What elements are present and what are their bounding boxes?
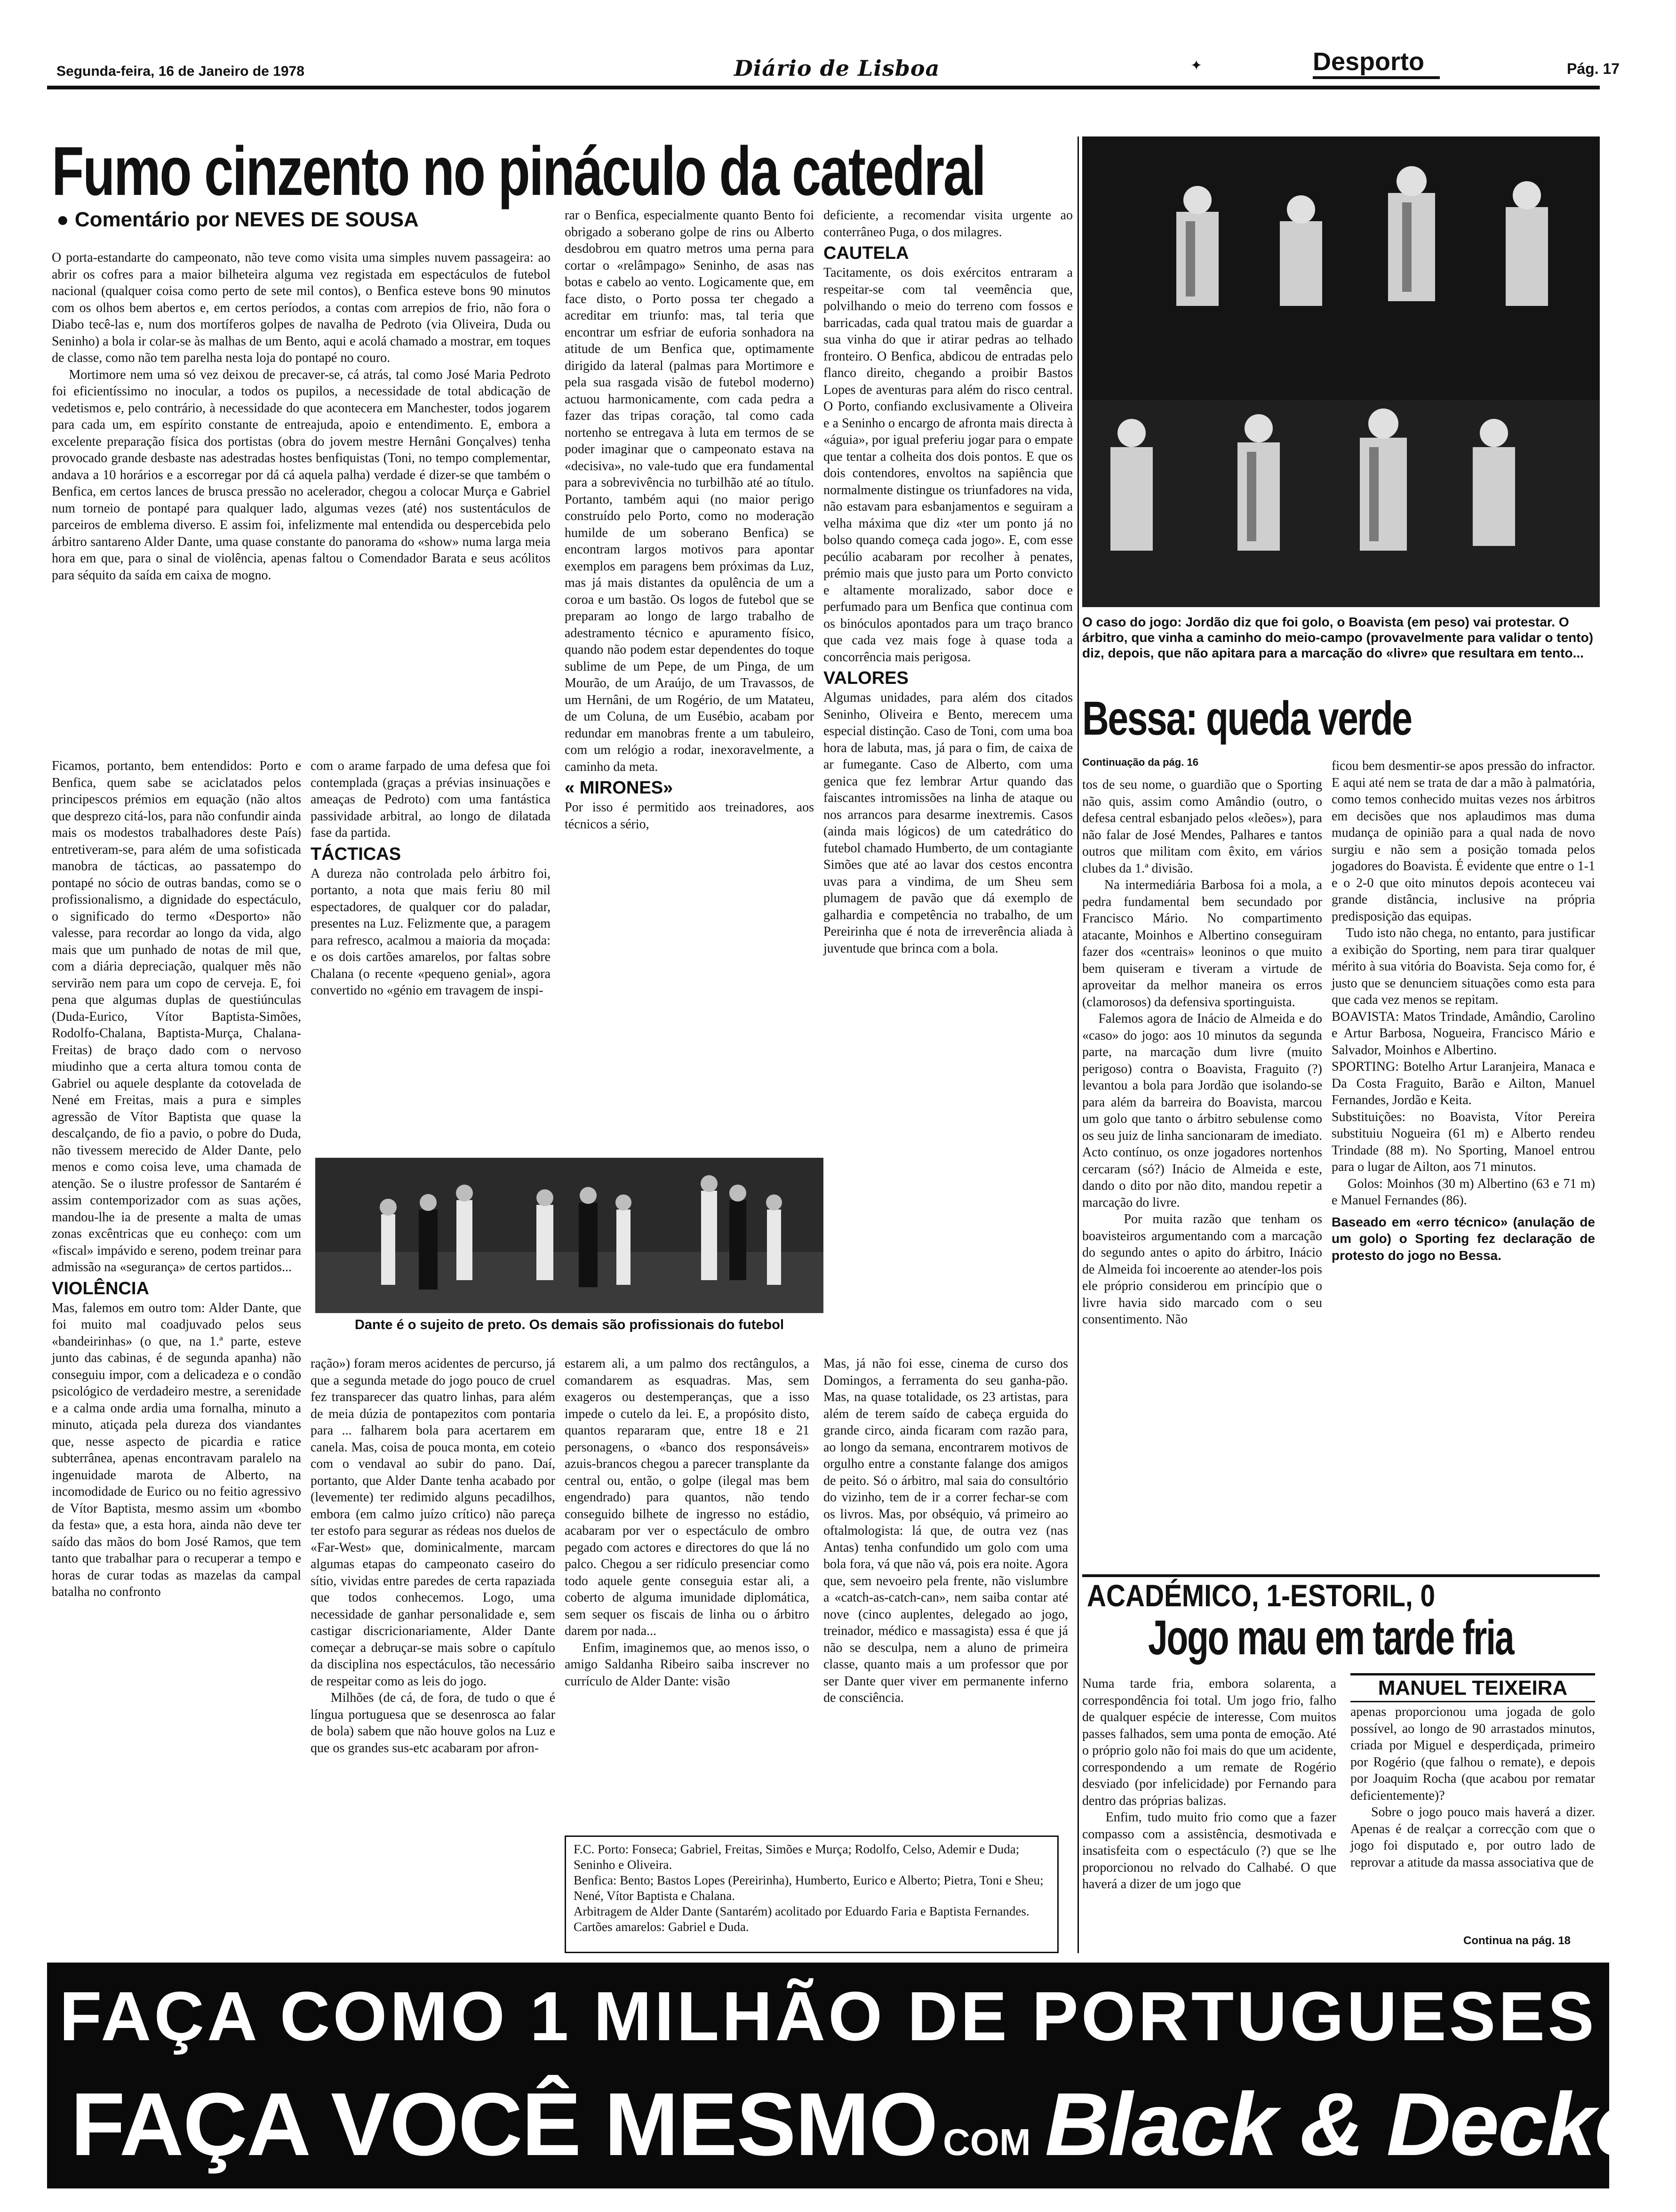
bessa-substitutions: Substituições: no Boavista, Vítor Pereira substituiu Nogueira (61 m) e Alberto rendeu Trindade (88 m). No Sporting, Manoel entrou para o lugar de Ailton, aos 71 minutos. Golos: Moinhos (30 m) Albertino (63 e 71 m) e Manuel Fernandes (86).: [1332, 1109, 1595, 1208]
bessa-colb-text: ficou bem desmentir-se apos pressão do infractor. E aqui até nem se trata de dar a mão à palmatória, como temos conhecido muitas vezes nos árbitros em decisões que nos aplaudimos mas duma mudança de opinião para a qual nada de novo surgiu e não sem a posição tomada pelos jogadores do Boavista. É evidente que entre o 1-1 e o 2-0 que oito minutos depois aconteceu vai grande distância, inclusive na própria predisposição das equipas. Tudo isto não chega, no entanto, para justificar a exibição do Sporting, nem para tirar qualquer mérito à sua vitória do Boavista. Seja como for, é justo que se denunciem situações como esta para que cada vez menos se repitam.: [1332, 759, 1595, 1007]
bessa-column-a: tos de seu nome, o guardião que o Sporting não quis, assim como Amândio (outro, o defesa central esbanjado pelos «leões»), para não falar de José Mendes, Palhares e tantos outros que militam com êxito, em vários clubes da 1.ª divisão. Na intermediária Barbosa foi a mola, a pedra fundamental bem secundado por Francisco Mário. No compartimento atacante, Moinhos e Albertino conseguiram fazer dos «centrais» leoninos o que muito bem quiseram e tiveram a virtude de aproveitar da melhor maneira os erros (clamorosos) da defensiva sportinguista. Falemos agora de Inácio de Almeida e do «caso» do jogo: aos 10 minutos da segunda parte, na marcação dum livre (muito perigoso) contra o Boavista, Fraguito (?) levantou a bola para Jordão que isolando-se para além da barreira do Boavista, marcou um golo que tanto o árbitro sebulense como os seu juiz de linha sancionaram de imediato. Acto contínuo, os onze jogadores nortenhos cercaram (só?) Inácio de Almeida e este, dando o dito por não dito, mandou repetir a marcação do livre. Por muita razão que tenham os boavisteiros argumentando com a marcação do segundo antes o apito do árbitro, Inácio de Almeida foi incoerente ao atender-los pois ele próprio considerou em princípio que o livre havia sido marcado com o seu consentimento. Não: [1082, 777, 1323, 1327]
page-number: Pág. 17: [1567, 60, 1620, 77]
bullet-icon: ●: [56, 208, 69, 231]
column-4: [823, 207, 1076, 1167]
column-2-lower: ração») foram meros acidentes de percurso, já que a segunda metade do jogo pouco de cruel fez transparecer das quatro linhas, para além de meia dúzia de pontapezitos com pontaria para ... falharem bola para acertarem em canela. Mas, coisa de pouca monta, em coteio com o vendaval ao subir do pano. Daí, portanto, que Alder Dante tenha acabado por (levemente) ter redimido alguns pecadilhos, embora (em calmo juízo crítico) não pareça ter estofo para segurar as rédeas nos duelos de «Far-West» que, dominicalmente, marcam algumas etapas do campeonato caseiro do sítio, vividas entre paredes de certa rapaziada que todos conhecemos. Logo, uma necessidade de ganhar personalidade e, sem castigar discricionariamente, Alder Dante começar a debruçar-se mais sobre o capítulo da disciplina nos espectáculos, tão necessário de respeitar como as leis do jogo. Milhões (de cá, de fora, de tudo o que é língua portuguesa que se desenrosca ao falar de bola) sabem que não houve golos na Luz e que os grandes sus-etc acabaram por afron-: [311, 1356, 556, 1755]
match-photo-caption: Dante é o sujeito de preto. Os demais são profissionais do futebol: [354, 1317, 784, 1332]
subhead-cautela: CAUTELA: [823, 243, 909, 263]
bessa-lineup-sporting: SPORTING: Botelho Artur Laranjeira, Manaca e Da Costa Fraguito, Barão e Ailton, Manuel Fernandes, Jordão e Keita.: [1332, 1059, 1598, 1107]
lead-paragraph: O porta-estandarte do campeonato, não teve como visita uma simples nuvem passageira: ao abrir os cofres para a maior bilheteira alguma vez registada em espectáculos de futebol nacional (qualquer coisa como perto de sete mil contos), o Benfica esteve bons 90 minutos com os olhos bem abertos e, em certos períodos, a contas com arrepios de frio, não fora o Diabo tecê-las e, num dos mortíferos golpes de navalha de Pedroto (via Oliveira, Duda ou Seninho) a bola ir colar-se às malhas de um Bento, aqui e acolá chamado a mostrar, em toques de classe, como não tem parelha nesta loja do pontapé no couro. Mortimore nem uma só vez deixou de precaver-se, cá atrás, tal como José Maria Pedroto foi eficientíssimo no inocular, a todos os pupilos, a necessidade de total abdicação de vedetismos e, pelo contrário, à necessidade do que acontecera em Manchester, todos jogarem para cada um, em espírito constante de entreajuda, apoio e entendimento. E, embora a excelente preparação física dos portistas (obra do jovem mestre Hernâni Gonçalves) tenha provocado grande desbaste nas adestradas hostes benfiquistas (Toni, no tempo complementar, andava a 10 horários e a escorregar por dá cá aquela palha) verdade é dizer-se que também o Benfica, em certos lances de brusca pressão no acelerador, chegou a colocar Murça e Gabriel num torneio de pontapé para qualquer lado, algumas vezes (até) nos sustentáculos de parceiros de emblema diverso. E assim foi, infelizmente mal entendida ou despercebida pelo árbitro santareno Alder Dante, uma quase constante do panorama do «show» numa larga meia hora em que, para o sinal de violência, apenas faltou o Comendador Barata e seus acólitos para séquito da saída em caixa de mogno.: [52, 250, 551, 583]
subhead-violencia: VIOLÊNCIA: [52, 1278, 149, 1298]
col4-text: deficiente, a recomendar visita urgente ao conterrâneo Puga, o dos milagres.: [823, 208, 1076, 240]
academico-headline: Jogo mau em tarde fria: [1148, 1611, 1514, 1665]
byline-text: Comentário por NEVES DE SOUSA: [74, 208, 419, 231]
column-4-lower: Mas, já não foi esse, cinema de curso dos Domingos, a ferramenta do seu ganha-pão. Mas, na quase totalidade, os 23 artistas, para além de terem saído de cabeça erguida do grande circo, ainda ficaram com razão para, ao longo da semana, encontrarem motivos de orgulho entre a constante falange dos amigos de peito. Só o árbitro, mal saia do consultório do vizinho, tem de ir a correr fechar-se com os livros. Mas, por obséquio, vá primeiro ao oftalmologista: lá que, de outra vez (nas Antas) tenha confundido um golo com uma bola fora, vá que não vá, pois era noite. Agora que, sem nevoeiro pela frente, não vislumbre a «catch-as-catch-can», nem saiba contar até nove (cinco auplentes, delegado ao jogo, treinador, médico e massagista) essa é que já não se desculpa, nem a aluno de primeira classe, quanto mais a um professor que por ser Dante quer viver em permanente inferno de consciência.: [823, 1356, 1071, 1705]
main-byline: [56, 208, 419, 232]
lineup-cards: Cartões amarelos: Gabriel e Duda.: [574, 1920, 749, 1934]
star-icon: ✦: [1190, 58, 1203, 73]
col2b-text: A dureza não controlada pelo árbitro foi, portanto, a nota que mais feriu 80 mil espectadores, de qualquer cor do paladar, presentes na Luz. Felizmente que, a paragem para refresco, acalmou a maioria da moçada: e os dois cartões amarelos, por faltas sobre Chalana (o recente «pequeno genial», agora convertido no «génio em travagem de inspi-: [311, 866, 554, 998]
subhead-tacticas: TÁCTICAS: [311, 844, 401, 864]
advert-line-1: FAÇA COMO 1 MILHÃO DE PORTUGUESES: [59, 1978, 1597, 2055]
match-photo-graphic: [315, 1158, 823, 1313]
academico-continuation: Continua na pág. 18: [1463, 1934, 1571, 1947]
lineup-referee: Arbitragem de Alder Dante (Santarém) acolitado por Eduardo Faria e Baptista Fernandes.: [574, 1904, 1030, 1918]
column-3-upper: [565, 207, 817, 1158]
advert-slogan: FAÇA VOCÊ MESMO: [71, 2075, 937, 2174]
lineup-benfica: Benfica: Bento; Bastos Lopes (Pereirinha), Humberto, Eurico e Alberto; Pietra, Toni e Sheu; Nené, Vítor Baptista e Chalana.: [574, 1873, 1044, 1903]
col3b-text: Por isso é permitido aos treinadores, aos técnicos a sério,: [565, 800, 817, 832]
section-name: Desporto: [1313, 48, 1425, 76]
subhead-valores: VALORES: [823, 668, 909, 688]
boavista-photo-graphic: [1082, 136, 1600, 607]
bessa-lineup-boavista: BOAVISTA: Matos Trindade, Amândio, Carolino e Artur Barbosa, Nogueira, Francisco Mário e Salvador, Moinhos e Albertino.: [1332, 1009, 1598, 1058]
column-2-upper: [311, 758, 554, 1153]
boavista-photo: [1082, 136, 1600, 607]
column-1: [52, 758, 304, 1953]
col1-text: Ficamos, portanto, bem entendidos: Porto e Benfica, quem sabe se aciclatados pelos principescos prémios em equação (não altos que desprezo citá-los, para não confundir ainda mais os modestos trabalhadores deste País) entretiveram-se, para além de uma sofisticada manobra de tácticas, ao passatempo do pontapé no sócio de outras bandas, como se o profissionalismo, a dignidade do espectáculo, o significado do termo «Desporto» não valesse, para recordar ao longo da vida, algo mais que um punhado de notas de mil que, com a diária depreciação, qualquer mês não servirão nem para um copo de cerveja. E, foi pena que algumas duplas de questiúnculas (Duda-Eurico, Vítor Baptista-Simões, Rodolfo-Chalana, Baptista-Murça, Chalana-Freitas) de braço dado com o nervoso miudinho que a certa altura tomou conta de Gabriel ou aquele desplante da cotovelada de Nené em Freitas, mais a pura e simples agressão de Vítor Baptista que quase la descalçando, de fio a pavio, o pobre do Duda, não tivessem merecido de Alder Dante, pelo menos e como coisa leve, uma chamada de atenção. Se o ilustre professor de Santarém é assim contemporizador com as suas ações, mandou-lhe ia de presente a malta de umas zonas excêntricas que eu conheço: com um «fiscal» impávido e sereno, podem treinar para admissão na «segurança» de certos partidos...: [52, 759, 304, 1274]
academico-column-b: apenas proporcionou uma jogada de golo possível, ao longo de 90 arrastados minutos, criada por Miguel e desperdiçada, primeiro por Rogério (que falhou o remate), e depois por Joaquim Rocha (que acabou por rematar deficientemente)? Sobre o jogo pouco mais haverá a dizer. Apenas é de realçar a correcção com que o jogo foi disputado e, por outro lado de reprovar a atitude da massa associativa que de: [1350, 1705, 1595, 1870]
lineup-porto: F.C. Porto: Fonseca; Gabriel, Freitas, Simões e Murça; Rodolfo, Celso, Ademir e Duda; Seninho e Oliveira.: [574, 1842, 1020, 1872]
match-photo-dante: [315, 1158, 823, 1313]
bessa-continuation: Continuação da pág. 16: [1082, 756, 1198, 768]
main-headline: Fumo cinzento no pináculo da catedral: [52, 132, 985, 210]
subhead-mirones: « MIRONES»: [565, 778, 673, 798]
academico-column-a: Numa tarde fria, embora solarenta, a correspondência foi total. Um jogo frio, falho de qualquer espécie de interesse, Com muitos passes falhados, sem uma ponta de emoção. Até o próprio golo não foi mais do que um acidente, correspondendo a um remate de Rogério desviado (por infelicidade) por Fernando para dentro das próprias balizas. Enfim, tudo muito frio como que a fazer compasso com a assistência, desmotivada e insatisfeita com o espectáculo (?) que se lhe proporcionou no relvado do Calhabé. O que haverá a dizer de um jogo que: [1082, 1676, 1336, 1891]
masthead-rule: [47, 86, 1600, 89]
black-decker-advert: [47, 1963, 1676, 2188]
bessa-column-b: [1332, 758, 1599, 1572]
newspaper-name: Diário de Lisboa: [734, 56, 940, 81]
col3-text: rar o Benfica, especialmente quanto Bento foi obrigado a soberano golpe de rins ou Alberto desdobrou em quatro metros uma perna para cortar o «relâmpago» Seninho, de asas nas botas e cabelo ao vento. Logicamente que, em face disto, o Porto possa ter chegado a acreditar em triunfo: mas, tal teria que encontrar um esfriar de euforia sonhadora na atitude de um Benfica que, optimamente dirigido da lateral (palmas para Mortimore e pela sua rasgada visão de futebol moderno) actuou harmonicamente, com cada pedra a fazer das tripas coração, tal como cada nortenho se entregava à luta em termos de se poder imaginar que o campeonato estava na «decisiva», no vale-tudo que era fundamental para a sobrevivência no turbilhão até ao título. Portanto, também aqui (no maior perigo construído pelo Porto, como no moderação humilde de um soberano Benfica) se encontram largos motivos para apontar exemplos em paragens bem próximas da Luz, mas já mais distantes da opulência de um a coroa e um bastão. Os logos de futebol que se preparam ao longo de largo trabalho de adestramento técnico e apuramento físico, quando não podem estar dependentes do toque sublime de um Pepe, de um Pinga, de um Mourão, de um Araújo, de um Travassos, de um Hernâni, de um Rogério, de um Matateu, de um Coluna, de um Eusébio, acabam por redundar em manobras frente a um tabuleiro, com um relógio a rodar, inexoravelmente, a caminho da meta.: [565, 208, 817, 774]
bessa-protest-note: Baseado em «erro técnico» (anulação de um golo) o Sporting fez declaração de protesto do jogo no Bessa.: [1332, 1214, 1599, 1263]
col1b-text: Mas, falemos em outro tom: Alder Dante, que foi muito mal coadjuvado pelos seus «bandeirinhas» (o que, na 1.ª parte, esteve junto das cabinas, é de segunda apanha) não conseguiu impor, com a delicadeza e o condão psicológico de verdadeiro mestre, a serenidade e a calma onde ardia uma fornalha, minuto a minuto, atiçada pela dureza dos viandantes que, nesse aspecto de picardia e ratice subterrânea, apenas encontravam paralelo na ingenuidade marota de Alberto, na incomodidade de Eurico ou no feitio agressivo de Vítor Baptista, mesmo assim um «bombo da festa» que, a esta hora, ainda não deve ter saído das mãos do bom José Ramos, que tem tanto que trabalhar para o recuperar a tempo e horas de curar todas as mazelas da campal batalha no confronto: [52, 1300, 304, 1599]
academico-byline: MANUEL TEIXEIRA: [1378, 1676, 1568, 1699]
brand-logo: Black & Decker: [1045, 2075, 1676, 2174]
academico-kicker: ACADÉMICO, 1-ESTORIL, 0: [1087, 1578, 1436, 1613]
advert-line-2: [71, 2073, 1676, 2176]
lineup-box: [565, 1835, 1059, 1953]
issue-date: Segunda-feira, 16 de Janeiro de 1978: [56, 64, 304, 79]
col4b-text: Tacitamente, os dois exércitos entraram a respeitar-se com tal veemência que, polvilhando o meio do terreno com fossos e barricadas, cada qual tratou mais de guardar a sua vinha do que ir atirar pedras ao telhado fronteiro. O Benfica, abdicou de entradas pelo flanco direito, chegando a proibir Bastos Lopes de aventuras para além do risco central. O Porto, confiando exclusivamente a Oliveira e a Seninho o encargo de afronta mais directa à «águia», por igual preferiu jogar para o empate que tentar a colheita dos dois pontos. E que os dois contendores, envoltos na sapiência que normalmente distingue os triunfadores na vida, não estavam para esbanjamentos e seguiram a velha máxima que diz «ter um ponto já no bolso quando começa cada jogo». E, com esse pecúlio acabaram por recolher à penates, prémio mais que justo para um Porto convicto e altamente moralizado, sabor doce e perfumado para um Benfica que continua com os binóculos apontados para um traço branco que cada vez mais foge à quase toda a concorrência mais perigosa.: [823, 265, 1076, 665]
academico-top-rule: [1082, 1574, 1600, 1577]
boavista-photo-caption: O caso do jogo: Jordão diz que foi golo, o Boavista (em peso) vai protestar. O árbitro, que vinha a caminho do meio-campo (provavelmente para validar o tento) diz, depois, que não apitara para a marcação do «livre» que resultara em tento...: [1082, 615, 1594, 660]
academico-byline-box: [1350, 1673, 1595, 1702]
column-divider: [1077, 136, 1079, 1953]
col2-text: com o arame farpado de uma defesa que foi contemplada (graças a prévias insinuações e ameaças de Pedroto) com uma fantástica passividade arbitral, ao longo de dilatada fase da partida.: [311, 759, 554, 840]
advert-com: COM: [942, 2121, 1031, 2163]
bessa-headline: Bessa: queda verde: [1082, 692, 1412, 745]
column-3-lower: estarem ali, a um palmo dos rectângulos, a comandarem as esquadras. Mas, sem exageros ou destemperanças, que a isso impede o cutelo da lei. E, a propósito disto, quantos repararam que, entre 18 e 21 personagens, o «banco dos responsáveis» azuis-brancos chegou a parecer transplante da central ou, então, o golpe (ilegal mas bem engendrado) para quantos, não tendo conseguido bilhete de ingresso no estádio, acabaram por ver o espectáculo de ombro pegado com actores e directores do que lá no palco. Chegou a ser ridículo presenciar como todo aquele gente conseguia estar ali, a coberto de alguma imunidade diplomática, sem sequer os fiscais de linha ou o árbitro darem por nada... Enfim, imaginemos que, ao menos isso, o amigo Saldanha Ribeiro saiba inscrever no currículo de Alder Dante: visão: [565, 1356, 809, 1689]
section-underline: [1313, 76, 1440, 79]
col4c-text: Algumas unidades, para além dos citados Seninho, Oliveira e Bento, merecem uma especial distinção. Caso de Toni, com uma boa hora de labuta, mas, já para o fim, de caixa de ar fumegante. Caso de Alberto, com uma genica que fez lembrar Artur quando das faiscantes intromissões na linha de ataque ou nos arrancos para desarme inextremis. Casos (ainda mais lógicos) de um catedrático do futebol chamado Humberto, de um contagiante Simões que até ao lavar dos cestos encontra uvas para a vindima, de um Sheu sem plumagem de pavão que dá exemplo de galhardia e competência no trabalho, de um Pereirinha que é nota de irreverência aliada à juventude que brinca com a bola.: [823, 690, 1076, 956]
